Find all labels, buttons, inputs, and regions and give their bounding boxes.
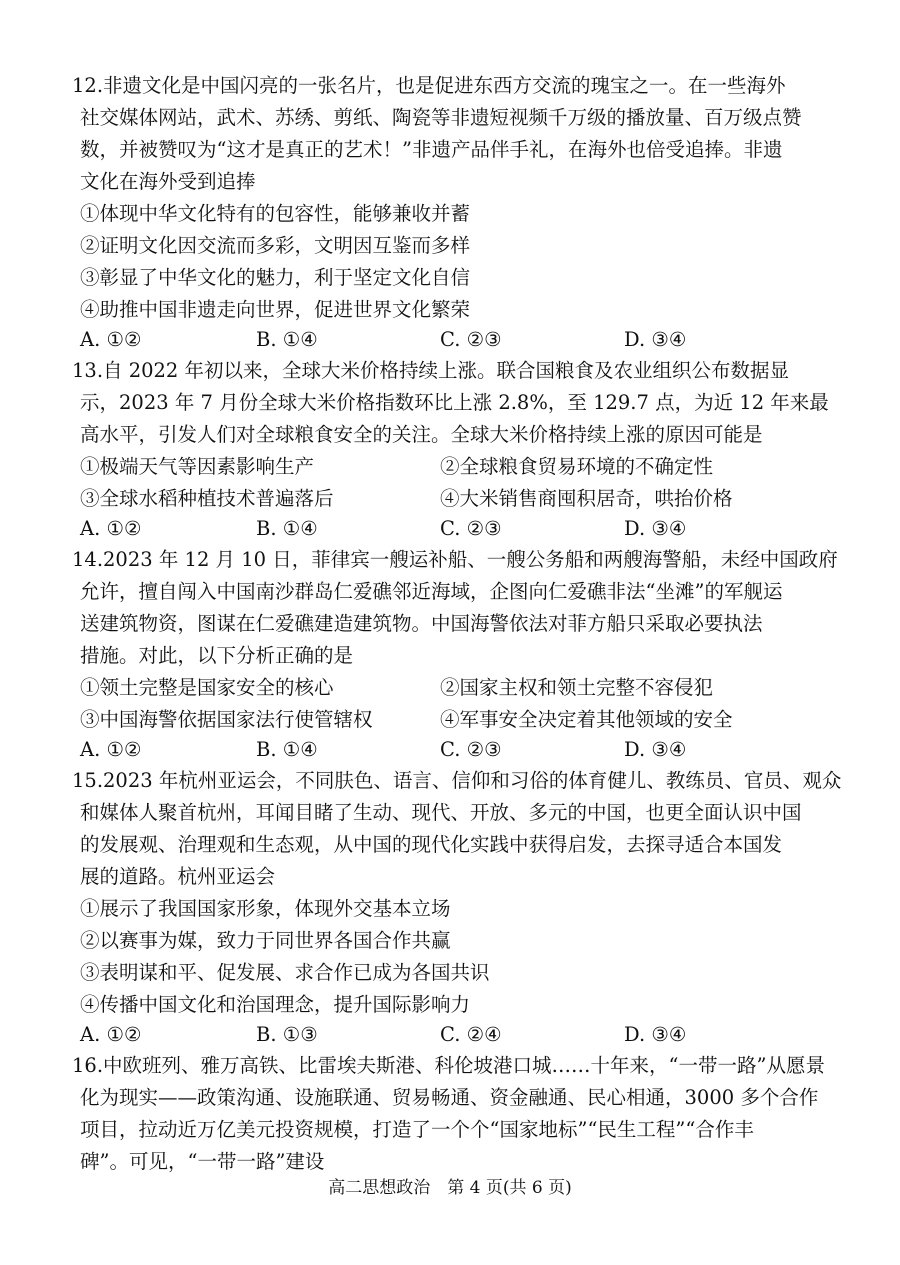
question-12-stem-line: 数，并被赞叹为“这才是真正的艺术！”非遗产品伴手礼，在海外也倍受追捧。非遗 (80, 138, 783, 161)
page-footer: 高二思想政治 第 4 页(共 6 页) (328, 1178, 572, 1198)
question-14-option-2: ②国家主权和领土完整不容侵犯 (440, 676, 714, 699)
question-16-stem-line: 项目，拉动近万亿美元投资规模，打造了一个个“国家地标”“民生工程”“合作丰 (80, 1118, 754, 1141)
question-14-choice-c: C. ②③ (440, 738, 502, 761)
question-13-stem-line: 高水平，引发人们对全球粮食安全的关注。全球大米价格持续上涨的原因可能是 (80, 423, 763, 446)
question-12-option-4: ④助推中国非遗走向世界，促进世界文化繁荣 (80, 298, 471, 321)
question-12-choice-b: B. ①④ (256, 328, 318, 351)
question-12-option-1: ①体现中华文化特有的包容性，能够兼收并蓄 (80, 202, 471, 225)
question-13-stem-line: 示，2023 年 7 月份全球大米价格指数环比上涨 2.8%，至 129.7 点，为近 12 年来最 (80, 391, 829, 414)
question-15-option-4: ④传播中国文化和治国理念，提升国际影响力 (80, 993, 471, 1016)
question-14-choice-d: D. ③④ (624, 738, 687, 761)
question-13-option-4: ④大米销售商囤积居奇，哄抬价格 (440, 487, 733, 510)
question-13-stem-line: 13.自 2022 年初以来，全球大米价格持续上涨。联合国粮食及农业组织公布数据显 (72, 359, 790, 382)
question-13-choice-c: C. ②③ (440, 517, 502, 540)
question-14-option-3: ③中国海警依据国家法行使管辖权 (80, 708, 373, 731)
question-13-option-2: ②全球粮食贸易环境的不确定性 (440, 455, 714, 478)
question-16-stem-line: 碑”。可见，“一带一路”建设 (80, 1150, 325, 1173)
question-14-stem-line: 措施。对此，以下分析正确的是 (80, 644, 354, 667)
question-13-choice-b: B. ①④ (256, 517, 318, 540)
question-16-stem-line: 化为现实——政策沟通、设施联通、贸易畅通、资金融通、民心相通，3000 多个合作 (80, 1086, 819, 1109)
question-14-stem-line: 14.2023 年 12 月 10 日，菲律宾一艘运补船、一艘公务船和两艘海警船，未经中国政府 (72, 548, 838, 571)
question-15-option-2: ②以赛事为媒，致力于同世界各国合作共赢 (80, 929, 451, 952)
question-12-option-3: ③彰显了中华文化的魅力，利于坚定文化自信 (80, 266, 471, 289)
question-12-choice-a: A. ①② (80, 328, 142, 351)
question-15-stem-line: 的发展观、治理观和生态观，从中国的现代化实践中获得启发，去探寻适合本国发 (80, 833, 783, 856)
question-12-stem-line: 12.非遗文化是中国闪亮的一张名片，也是促进东西方交流的瑰宝之一。在一些海外 (72, 74, 786, 97)
question-15-option-1: ①展示了我国国家形象，体现外交基本立场 (80, 897, 451, 920)
question-15-stem-line: 展的道路。杭州亚运会 (80, 865, 276, 888)
question-15-option-3: ③表明谋和平、促发展、求合作已成为各国共识 (80, 961, 490, 984)
question-13-option-1: ①极端天气等因素影响生产 (80, 455, 315, 478)
question-13-choice-d: D. ③④ (624, 517, 687, 540)
question-12-choice-d: D. ③④ (624, 328, 687, 351)
question-13-choice-a: A. ①② (80, 517, 142, 540)
question-15-stem-line: 和媒体人聚首杭州，耳闻目睹了生动、现代、开放、多元的中国，也更全面认识中国 (80, 801, 802, 824)
question-14-option-1: ①领土完整是国家安全的核心 (80, 676, 334, 699)
question-12-stem-line: 文化在海外受到追捧 (80, 170, 256, 193)
question-14-option-4: ④军事安全决定着其他领域的安全 (440, 708, 733, 731)
question-16-stem-line: 16.中欧班列、雅万高铁、比雷埃夫斯港、科伦坡港口城……十年来，“一带一路”从愿景 (72, 1054, 825, 1077)
question-15-choice-d: D. ③④ (624, 1023, 687, 1046)
question-15-choice-b: B. ①③ (256, 1023, 318, 1046)
question-13-option-3: ③全球水稻种植技术普遍落后 (80, 487, 334, 510)
question-14-stem-line: 允许，擅自闯入中国南沙群岛仁爱礁邻近海域，企图向仁爱礁非法“坐滩”的军舰运 (80, 580, 783, 603)
question-14-choice-a: A. ①② (80, 738, 142, 761)
question-12-stem-line: 社交媒体网站，武术、苏绣、剪纸、陶瓷等非遗短视频千万级的播放量、百万级点赞 (80, 106, 802, 129)
question-15-choice-a: A. ①② (80, 1023, 142, 1046)
question-14-stem-line: 送建筑物资，图谋在仁爱礁建造建筑物。中国海警依法对菲方船只采取必要执法 (80, 612, 763, 635)
question-12-choice-c: C. ②③ (440, 328, 502, 351)
question-12-option-2: ②证明文化因交流而多彩，文明因互鉴而多样 (80, 234, 471, 257)
question-15-choice-c: C. ②④ (440, 1023, 502, 1046)
question-15-stem-line: 15.2023 年杭州亚运会，不同肤色、语言、信仰和习俗的体育健儿、教练员、官员、观众 (72, 769, 842, 792)
question-14-choice-b: B. ①④ (256, 738, 318, 761)
